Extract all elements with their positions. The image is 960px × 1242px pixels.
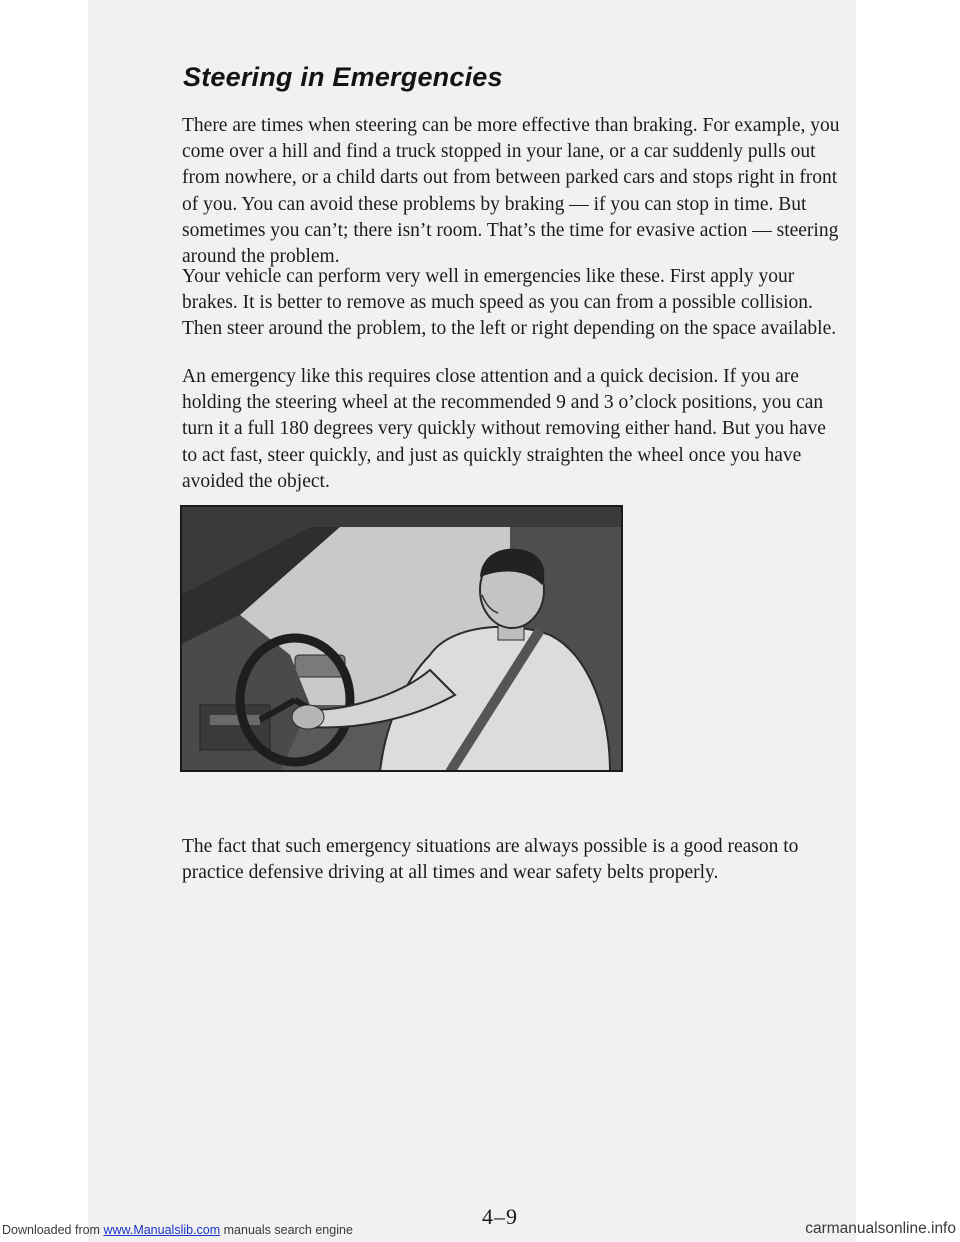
watermark-text: carmanualsonline.info: [805, 1220, 956, 1237]
paragraph-vehicle-performance: Your vehicle can perform very well in emergencies like these. First apply your brakes. It is better to remove as much speed as you can from a possible collision. Then steer around the problem, to the left or right depending on the space available.: [182, 266, 837, 340]
paragraph-hand-position: An emergency like this requires close attention and a quick decision. If you are holding the steering wheel at the recommended 9 and 3 o’clock positions, you can turn it a full 180 degrees very quickly without removing either hand. But you have to act fast, steer quickly, and just as quickly straighten the wheel once you have avoided the object.: [182, 366, 826, 492]
section-heading: Steering in Emergencies: [183, 62, 503, 92]
manualslib-link[interactable]: www.Manualslib.com: [103, 1223, 221, 1237]
paragraph-steering-vs-braking: There are times when steering can be more effective than braking. For example, you come over a hill and find a truck stopped in your lane, or a car suddenly pulls out from nowhere, or a child darts out from between parked cars and stops right in front of you. You can avoid these problems by braking — if you can stop in time. But sometimes you can’t; there isn’t room. That’s the time for evasive action — steering around the problem.: [182, 115, 840, 268]
footer-prefix: Downloaded from: [2, 1223, 104, 1237]
driver-steering-illustration: [180, 505, 623, 772]
page-number: 4–9: [482, 1204, 518, 1229]
paragraph-defensive-driving: The fact that such emergency situations are always possible is a good reason to practice defensive driving at all times and wear safety belts properly.: [182, 836, 799, 884]
download-footer: [2, 1223, 353, 1237]
footer-suffix: manuals search engine: [220, 1223, 353, 1237]
